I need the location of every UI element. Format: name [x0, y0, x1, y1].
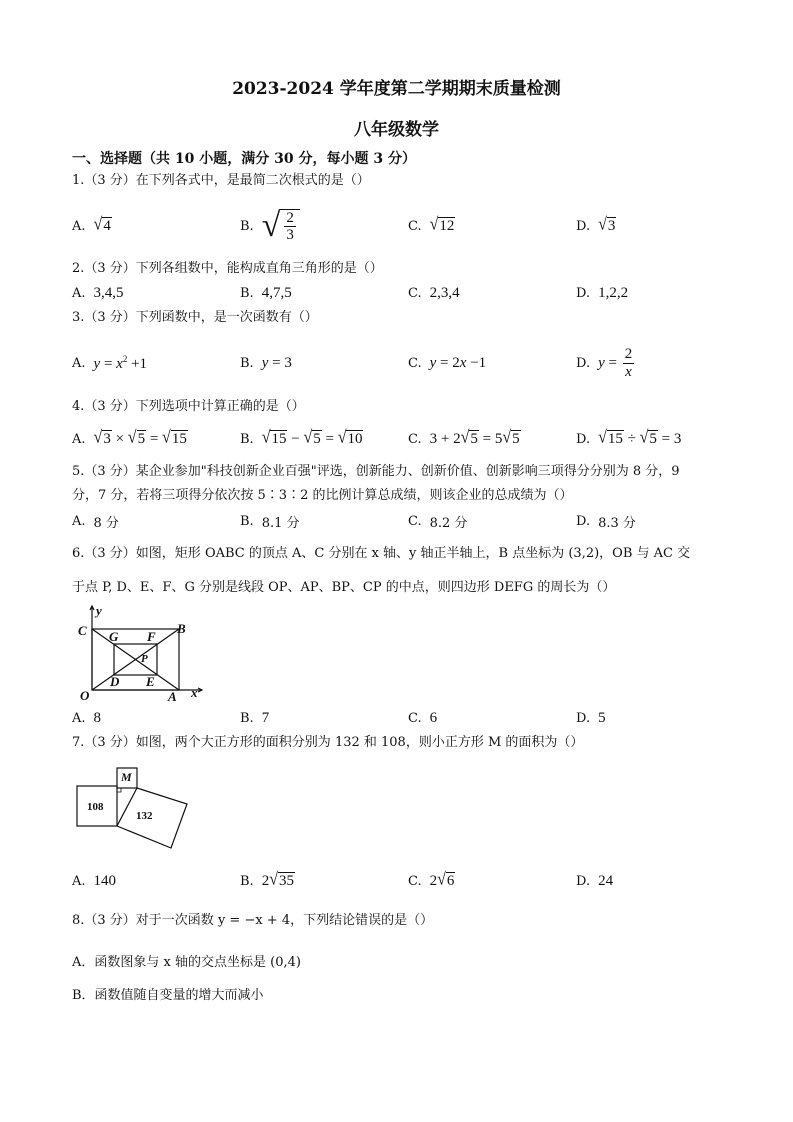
- option-label: B.: [240, 355, 254, 371]
- option-label: D.: [576, 355, 591, 371]
- label-m: M: [121, 770, 132, 784]
- option-value: 8: [93, 709, 102, 726]
- expression: 2 √ 35: [261, 870, 294, 890]
- term: −1: [466, 354, 487, 371]
- option-label: A.: [72, 431, 86, 447]
- radicand: 35: [278, 873, 294, 890]
- question-1-stem: 1.（3 分）在下列各式中，是最简二次根式的是（）: [72, 173, 370, 188]
- q3-option-a[interactable]: [72, 345, 147, 381]
- radicand: 5: [512, 431, 520, 448]
- term: 3 + 2: [429, 430, 461, 447]
- label-f: F: [147, 629, 156, 644]
- exam-subtitle: 八年级数学: [354, 120, 439, 140]
- rectangle-figure: [74, 602, 210, 706]
- coefficient: 2: [429, 872, 438, 889]
- option-label: C.: [408, 355, 422, 371]
- term: +1: [127, 355, 148, 372]
- question-2-options: [72, 281, 722, 305]
- q3-option-d[interactable]: [576, 345, 636, 381]
- q5-option-b[interactable]: [240, 509, 300, 533]
- option-label: D.: [576, 431, 591, 447]
- option-value: 8.1 分: [261, 515, 300, 531]
- q5-option-d[interactable]: [576, 509, 636, 533]
- q1-option-a[interactable]: [72, 211, 112, 241]
- q4-option-c[interactable]: [408, 427, 521, 451]
- option-value: 3,4,5: [93, 284, 124, 301]
- radicand: 5: [137, 431, 146, 448]
- question-3-options: [72, 345, 722, 381]
- option-label: B.: [240, 710, 254, 726]
- q5-option-a[interactable]: [72, 509, 119, 533]
- q6-option-a[interactable]: [72, 706, 101, 730]
- option-label: D.: [576, 513, 591, 529]
- q7-option-d[interactable]: [576, 869, 613, 893]
- label-g: G: [109, 629, 119, 644]
- question-2-stem: 2.（3 分）下列各组数中，能构成直角三角形的是（）: [72, 261, 383, 276]
- var-y: y: [261, 354, 269, 371]
- option-label: C.: [408, 431, 422, 447]
- option-label: B.: [240, 218, 254, 234]
- q2-option-d[interactable]: [576, 281, 628, 305]
- radicand: 15: [271, 431, 287, 448]
- option-label: C.: [408, 285, 422, 301]
- option-label: A.: [72, 218, 86, 234]
- option-value: 140: [93, 872, 117, 889]
- option-value: 1,2,2: [598, 284, 629, 301]
- sqrt-fraction-expression: √ $\frac{2}{3}$: [262, 209, 300, 244]
- question-4-options: [72, 427, 722, 451]
- q1-option-c[interactable]: [408, 211, 455, 241]
- q4-option-d[interactable]: [576, 427, 681, 451]
- q6-option-d[interactable]: [576, 706, 606, 730]
- option-value: 8.3 分: [598, 515, 636, 531]
- expression: √ 15 ÷ √ 5 = 3: [598, 428, 682, 448]
- var-x: x: [116, 355, 123, 372]
- sqrt-expression: √ 4: [93, 215, 111, 235]
- equals: =: [604, 354, 621, 371]
- equation: [262, 355, 292, 372]
- denominator: x: [625, 363, 632, 380]
- option-label: C.: [408, 218, 422, 234]
- question-3-stem: 3.（3 分）下列函数中，是一次函数有（）: [72, 310, 318, 325]
- label-o: O: [80, 688, 90, 703]
- q7-option-b[interactable]: [240, 869, 295, 893]
- option-label: C.: [408, 873, 422, 889]
- option-label: D.: [576, 218, 591, 234]
- option-value: 6: [429, 709, 438, 726]
- operator: ÷: [623, 430, 640, 447]
- q3-option-c[interactable]: [408, 345, 486, 381]
- q7-option-c[interactable]: [408, 869, 455, 893]
- label-d: D: [110, 674, 120, 689]
- option-value: 8.2 分: [429, 515, 468, 531]
- q8-option-b[interactable]: B．函数值随自变量的增大而减小: [72, 988, 264, 1003]
- question-7-options: [72, 869, 722, 893]
- option-label: A.: [72, 355, 86, 371]
- equals: =: [100, 355, 117, 372]
- question-1-options: [72, 206, 722, 244]
- question-4-stem: 4.（3 分）下列选项中计算正确的是（）: [72, 399, 305, 414]
- option-value: 2,3,4: [429, 284, 460, 301]
- label-c: C: [78, 623, 87, 638]
- radicand: 5: [313, 431, 321, 448]
- operator: ×: [111, 430, 128, 447]
- q6-option-c[interactable]: [408, 706, 437, 730]
- radicand: 6: [446, 873, 455, 890]
- q2-option-c[interactable]: [408, 281, 460, 305]
- radicand: 5: [649, 431, 657, 448]
- question-8-stem: 8.（3 分）对于一次函数 y = −x + 4，下列结论错误的是（）: [72, 913, 434, 928]
- radicand: 3: [607, 218, 616, 235]
- option-label: C.: [408, 513, 422, 529]
- sqrt-expression: √ 12: [429, 215, 455, 235]
- option-label: B.: [240, 431, 254, 447]
- term: = 3: [268, 354, 292, 371]
- question-5-options: [72, 509, 722, 533]
- option-label: A.: [72, 873, 86, 889]
- radicand: 10: [347, 431, 363, 448]
- label-p: P: [141, 653, 148, 665]
- radicand: 12: [439, 218, 455, 235]
- q4-option-b[interactable]: [240, 427, 363, 451]
- q4-option-a[interactable]: [72, 427, 188, 451]
- q7-option-a[interactable]: [72, 869, 116, 893]
- question-6-line-2: 于点 P, D、E、F、G 分别是线段 OP、AP、BP、CP 的中点，则四边形 DEFG 的周长为（）: [72, 580, 616, 595]
- equation: [598, 346, 636, 380]
- q6-option-b[interactable]: [240, 706, 269, 730]
- label-x: x: [191, 685, 198, 700]
- option-label: D.: [576, 873, 591, 889]
- term: = 3: [657, 430, 682, 447]
- numerator: 2: [286, 209, 294, 226]
- equals: =: [146, 430, 163, 447]
- option-label: D.: [576, 710, 591, 726]
- radicand: 4: [103, 218, 111, 235]
- q8-option-a[interactable]: A．函数图象与 x 轴的交点坐标是 (0,4): [72, 955, 301, 970]
- denominator: 3: [286, 227, 294, 243]
- option-label: C.: [408, 710, 422, 726]
- equation: [94, 354, 148, 373]
- q2-option-b[interactable]: [240, 281, 292, 305]
- label-a: A: [168, 689, 177, 704]
- question-6-line-1: 6.（3 分）如图，矩形 OABC 的顶点 A、C 分别在 x 轴、y 轴正半轴上，B 点坐标为 (3,2)，OB 与 AC 交: [72, 546, 691, 561]
- option-label: B.: [240, 873, 254, 889]
- question-7-stem: 7.（3 分）如图，两个大正方形的面积分别为 132 和 108，则小正方形 M 的面积为（）: [72, 735, 584, 750]
- section-heading: 一、选择题（共 10 小题，满分 30 分，每小题 3 分）: [72, 151, 416, 167]
- option-label: A.: [72, 513, 86, 529]
- option-label: B.: [240, 513, 254, 529]
- squares-figure: [74, 764, 194, 854]
- option-label: D.: [576, 285, 591, 301]
- expression: 3 + 2 √ 5 = 5 √ 5: [429, 428, 520, 448]
- label-108: 108: [87, 801, 104, 813]
- sqrt-expression: √ 3: [598, 215, 616, 235]
- question-5-line-2: 分，7 分，若将三项得分依次按 5∶3∶2 的比例计算总成绩，则该企业的总成绩为（）: [72, 488, 573, 503]
- var-y: y: [93, 355, 101, 372]
- label-b: B: [177, 621, 186, 636]
- q5-option-c[interactable]: [408, 509, 467, 533]
- option-label: B.: [240, 285, 254, 301]
- q3-option-b[interactable]: [240, 345, 292, 381]
- option-label: A.: [72, 710, 86, 726]
- option-value: 24: [598, 872, 614, 889]
- var-y: y: [429, 354, 437, 371]
- option-value: 4,7,5: [261, 284, 292, 301]
- q1-option-d[interactable]: [576, 211, 616, 241]
- question-6-options: [72, 706, 722, 730]
- label-132: 132: [136, 810, 153, 822]
- equation: [430, 355, 487, 372]
- operator: −: [287, 430, 304, 447]
- exponent: 2: [122, 353, 128, 364]
- equals: =: [321, 430, 338, 447]
- var-y: y: [598, 354, 605, 371]
- radicand: 15: [607, 431, 623, 448]
- var-x: x: [459, 354, 467, 371]
- radicand: 15: [171, 431, 187, 448]
- radicand: 5: [470, 431, 478, 448]
- option-label: A.: [72, 285, 86, 301]
- numerator: 2: [624, 346, 633, 362]
- exam-title: 2023-2024 学年度第二学期期末质量检测: [232, 79, 561, 99]
- coefficient: 2: [261, 872, 270, 889]
- question-5-line-1: 5.（3 分）某企业参加"科技创新企业百强"评选，创新能力、创新价值、创新影响三项得分分别为 8 分，9: [72, 464, 680, 479]
- expression: √ 15 − √ 5 = √ 10: [261, 428, 363, 448]
- radicand: 3: [103, 431, 111, 448]
- option-value: 8 分: [93, 515, 119, 531]
- q1-option-b[interactable]: [240, 206, 300, 244]
- option-value: 5: [598, 709, 606, 726]
- option-value: 7: [261, 709, 270, 726]
- label-y: y: [96, 603, 102, 618]
- q2-option-a[interactable]: [72, 281, 124, 305]
- label-e: E: [146, 674, 155, 689]
- expression: 2 √ 6: [429, 870, 455, 890]
- expression: √ 3 × √ 5 = √ 15: [93, 428, 187, 448]
- term: = 2: [436, 354, 460, 371]
- equals: = 5: [478, 430, 503, 447]
